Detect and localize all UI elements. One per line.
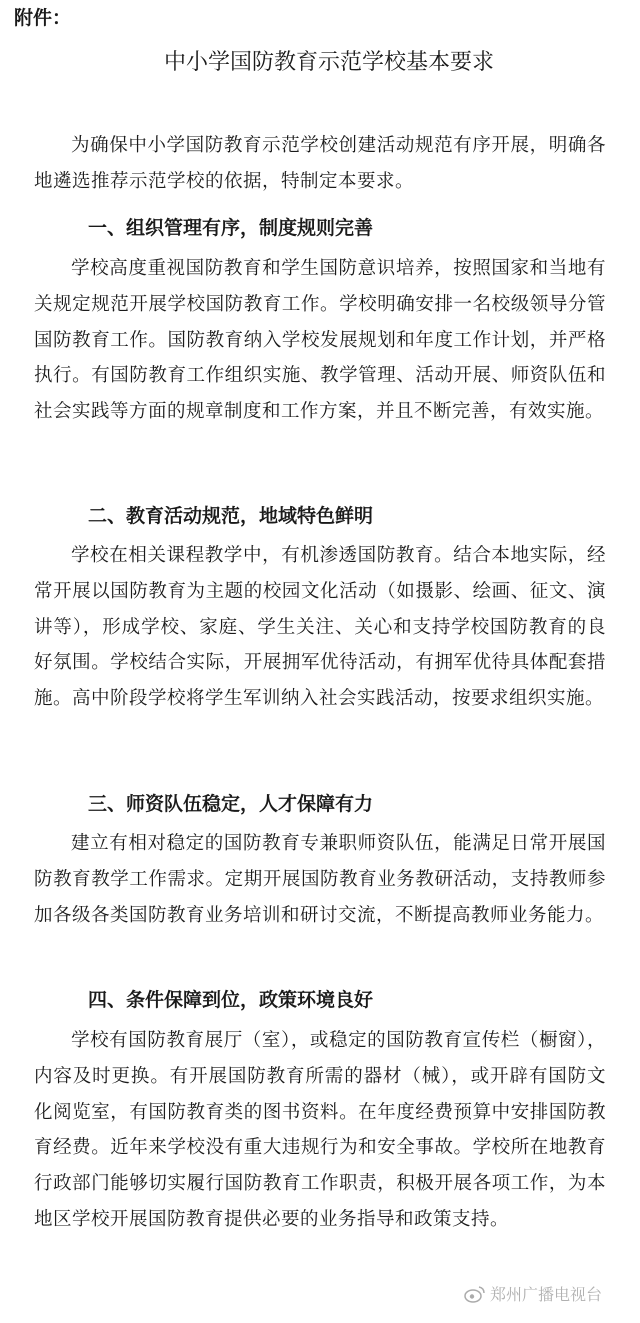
section-2-heading: 二、教育活动规范，地域特色鲜明 [88, 505, 374, 527]
section-1-body: 学校高度重视国防教育和学生国防意识培养，按照国家和当地有关规定规范开展学校国防教育工作。学校明确安排一名校级领导分管国防教育工作。国防教育纳入学校发展规划和年度工作计划，并严格执行。有国防教育工作组织实施、教学管理、活动开展、师资队伍和社会实践等方面的规章制度和工作方案，并且不断完善，有效实施。 [34, 258, 606, 423]
section-2-body: 学校在相关课程教学中，有机渗透国防教育。结合本地实际，经常开展以国防教育为主题的校园文化活动（如摄影、绘画、征文、演讲等），形成学校、家庭、学生关注、关心和支持学校国防教育的良好氛围。学校结合实际，开展拥军优待活动，有拥军优待具体配套措施。高中阶段学校将学生军训纳入社会实践活动，按要求组织实施。 [34, 545, 606, 710]
section-3-heading: 三、师资队伍稳定，人才保障有力 [88, 793, 374, 815]
attachment-label: 附件： [14, 7, 72, 29]
weibo-logo-icon [464, 1285, 486, 1303]
intro-paragraph: 为确保中小学国防教育示范学校创建活动规范有序开展，明确各地遴选推荐示范学校的依据，特制定本要求。 [34, 135, 606, 192]
document-title: 中小学国防教育示范学校基本要求 [163, 50, 494, 75]
section-1-heading: 一、组织管理有序，制度规则完善 [88, 217, 374, 239]
section-3-body: 建立有相对稳定的国防教育专兼职师资队伍，能满足日常开展国防教育教学工作需求。定期开展国防教育业务教研活动，支持教师参加各级各类国防教育业务培训和研讨交流，不断提高教师业务能力。 [34, 833, 606, 926]
section-4-body: 学校有国防教育展厅（室），或稳定的国防教育宣传栏（橱窗），内容及时更换。有开展国防教育所需的器材（械），或开辟有国防文化阅览室，有国防教育类的图书资料。在年度经费预算中安排国防教育经费。近年来学校没有重大违规行为和安全事故。学校所在地教育行政部门能够切实履行国防教育工作职责，积极开展各项工作，为本地区学校开展国防教育提供必要的业务指导和政策支持。 [34, 1030, 606, 1230]
weibo-watermark [464, 1282, 602, 1305]
section-4-heading: 四、条件保障到位，政策环境良好 [88, 989, 374, 1011]
watermark-text: 郑州广播电视台 [489, 1285, 602, 1304]
